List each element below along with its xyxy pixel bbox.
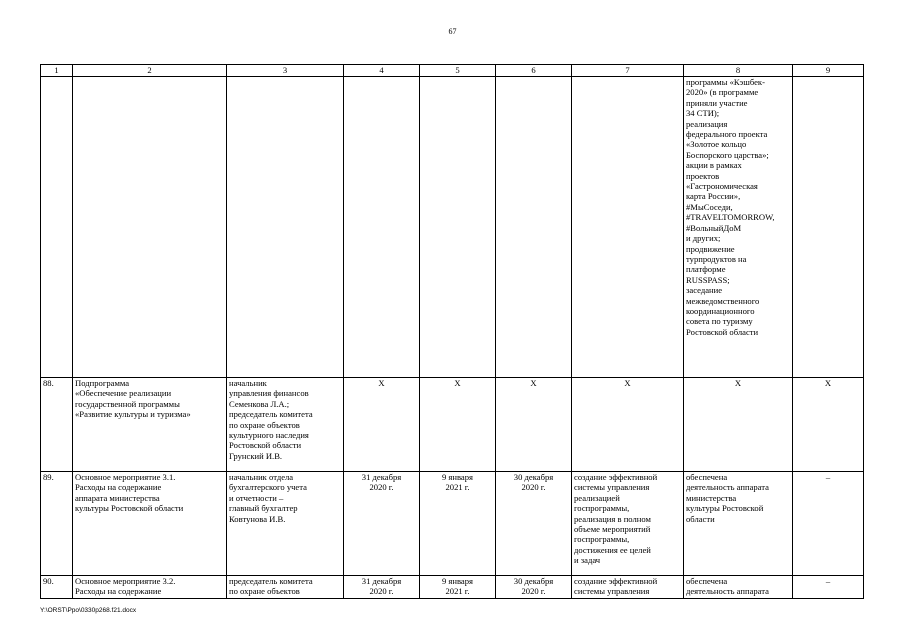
column-number-9: 9 (793, 65, 864, 77)
column-number-7: 7 (572, 65, 684, 77)
cell-col9: Х (793, 378, 864, 472)
file-path-footer: Y:\ORST\Ppo\0330p268.f21.docx (40, 607, 137, 614)
cell-col4: 31 декабря 2020 г. (344, 472, 420, 576)
cell-col7: создание эффективной системы управления реализацией госпрограммы, реализация в полном объеме мероприятий госпрограммы, достижения ее целей и задач (572, 472, 684, 576)
responsible-cell: начальник отдела бухгалтерского учета и отчетности – главный бухгалтер Ковтунова И.В. (227, 472, 344, 576)
column-number-8: 8 (684, 65, 793, 77)
cell-col5: Х (420, 378, 496, 472)
row-number: 88. (41, 378, 73, 472)
cell-col9: – (793, 472, 864, 576)
cell-col6: Х (496, 378, 572, 472)
cell-col8: Х (684, 378, 793, 472)
page-number: 67 (448, 27, 457, 36)
cell-col4: 31 декабря 2020 г. (344, 576, 420, 599)
column-number-4: 4 (344, 65, 420, 77)
responsible-cell: председатель комитета по охране объектов (227, 576, 344, 599)
cell-col5: 9 января 2021 г. (420, 472, 496, 576)
cell-col7: создание эффективной системы управления (572, 576, 684, 599)
cell-col8: обеспечена деятельность аппарата (684, 576, 793, 599)
cell-col7: Х (572, 378, 684, 472)
table-row (41, 576, 864, 599)
column-number-2: 2 (73, 65, 227, 77)
cell-col9: – (793, 576, 864, 599)
table-row (41, 472, 864, 576)
result-cell: программы «Кэшбек- 2020» (в программе приняли участие 34 СТИ); реализация федерального проекта «Золотое кольцо Боспорского царства»; акции в рамках проектов «Гастрономическая карта России», #МыСоседи, #TRAVELTOMORROW, #ВольныйДоМ и других; продвижение турпродуктов на платформе RUSSPASS; заседание межведомственного координационного совета по туризму Ростовской области (684, 77, 793, 378)
cell-col8: обеспечена деятельность аппарата министерства культуры Ростовской области (684, 472, 793, 576)
responsible-cell: начальник управления финансов Семенкова Л.А.; председатель комитета по охране объектов культурного наследия Ростовской области Грунский И.В. (227, 378, 344, 472)
row-number: 89. (41, 472, 73, 576)
row-number: 90. (41, 576, 73, 599)
cell-col5: 9 января 2021 г. (420, 576, 496, 599)
column-number-5: 5 (420, 65, 496, 77)
table-row (41, 378, 864, 472)
item-name: Основное мероприятие 3.1. Расходы на содержание аппарата министерства культуры Ростовской области (73, 472, 227, 576)
item-name: Подпрограмма «Обеспечение реализации государственной программы «Развитие культуры и туризма» (73, 378, 227, 472)
table-row-continued (41, 77, 864, 378)
column-number-6: 6 (496, 65, 572, 77)
cell-col6: 30 декабря 2020 г. (496, 576, 572, 599)
report-table (40, 64, 864, 599)
column-number-3: 3 (227, 65, 344, 77)
column-number-1: 1 (41, 65, 73, 77)
cell-col4: Х (344, 378, 420, 472)
cell-col6: 30 декабря 2020 г. (496, 472, 572, 576)
column-number-row (41, 65, 864, 77)
item-name: Основное мероприятие 3.2. Расходы на содержание (73, 576, 227, 599)
